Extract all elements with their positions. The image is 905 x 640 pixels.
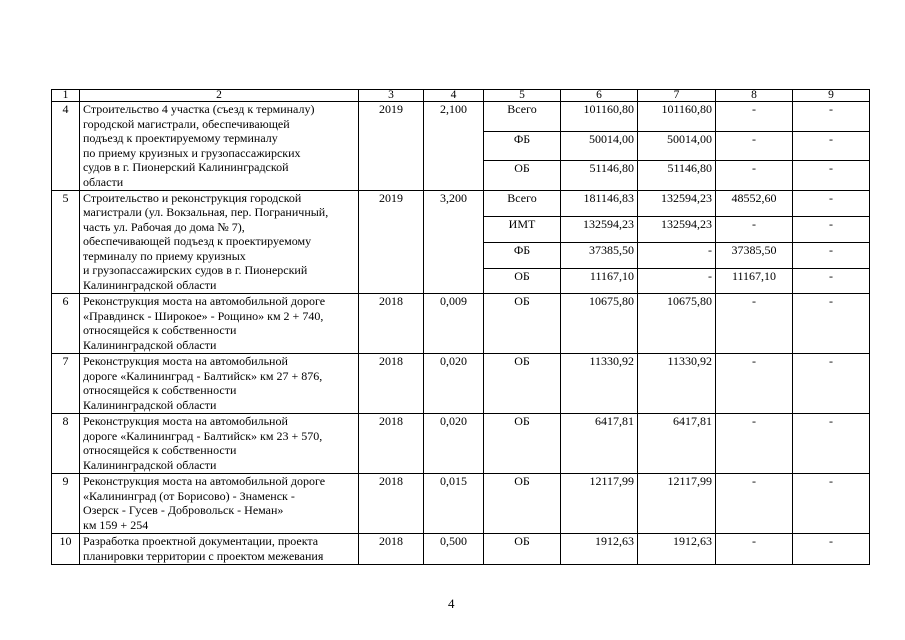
amount-col8: - <box>716 294 793 354</box>
description-line: терминалу по приему круизных <box>83 248 246 263</box>
description-line: «Правдинск - Широкое» - Рощино» км 2 + 740, <box>83 308 324 323</box>
budget-table <box>51 89 870 565</box>
row-description <box>80 294 359 354</box>
header-cell: 8 <box>716 90 793 102</box>
row-description <box>80 474 359 534</box>
amount-col6: 132594,23 <box>561 216 638 242</box>
amount-col9: - <box>793 102 870 132</box>
row-number: 5 <box>52 190 80 294</box>
description-line: Калининградской области <box>83 397 217 412</box>
amount-col8: - <box>716 216 793 242</box>
funding-source: ФБ <box>484 131 561 161</box>
description-line: дороге «Калининград - Балтийск» км 23 + 570, <box>83 428 323 443</box>
header-cell: 1 <box>52 90 80 102</box>
amount-col7: 6417,81 <box>638 414 716 474</box>
description-line: дороге «Калининград - Балтийск» км 27 + 876, <box>83 368 323 383</box>
amount-col7: 11330,92 <box>638 354 716 414</box>
description-line: обеспечивающей подъезд к проектируемому <box>83 234 312 249</box>
amount-col6: 181146,83 <box>561 190 638 216</box>
amount-col9: - <box>793 216 870 242</box>
description-line: Строительство 4 участка (съезд к терминалу) <box>83 102 315 116</box>
description-line: городской магистрали, обеспечивающей <box>83 116 290 131</box>
header-cell: 6 <box>561 90 638 102</box>
amount-col7: 51146,80 <box>638 161 716 191</box>
amount-col9: - <box>793 268 870 294</box>
amount-col8: - <box>716 534 793 565</box>
description-line: Реконструкция моста на автомобильной дороге <box>83 294 326 309</box>
amount-col8: 48552,60 <box>716 190 793 216</box>
funding-source: ФБ <box>484 242 561 268</box>
amount-col9: - <box>793 474 870 534</box>
row-description <box>80 414 359 474</box>
description-line: Реконструкция моста на автомобильной дороге <box>83 474 326 489</box>
amount-col7: - <box>638 242 716 268</box>
amount-col8: - <box>716 102 793 132</box>
amount-col6: 51146,80 <box>561 161 638 191</box>
row-year: 2019 <box>359 102 424 191</box>
amount-col6: 37385,50 <box>561 242 638 268</box>
row-length: 0,500 <box>424 534 484 565</box>
row-year: 2018 <box>359 294 424 354</box>
amount-col9: - <box>793 414 870 474</box>
amount-col7: 101160,80 <box>638 102 716 132</box>
funding-source: ОБ <box>484 354 561 414</box>
header-cell: 5 <box>484 90 561 102</box>
header-row <box>52 90 870 102</box>
description-line: относящейся к собственности <box>83 383 237 398</box>
amount-col6: 1912,63 <box>561 534 638 565</box>
funding-source: ОБ <box>484 414 561 474</box>
amount-col6: 10675,80 <box>561 294 638 354</box>
amount-col8: - <box>716 414 793 474</box>
description-line: Калининградской области <box>83 277 217 292</box>
row-number: 4 <box>52 102 80 191</box>
description-line: км 159 + 254 <box>83 517 149 532</box>
row-length: 0,009 <box>424 294 484 354</box>
row-length: 2,100 <box>424 102 484 191</box>
description-line: часть ул. Рабочая до дома № 7), <box>83 219 245 234</box>
funding-source: ОБ <box>484 474 561 534</box>
funding-source: ОБ <box>484 534 561 565</box>
header-cell: 9 <box>793 90 870 102</box>
row-description <box>80 534 359 565</box>
description-line: Реконструкция моста на автомобильной <box>83 354 288 369</box>
table-row <box>52 354 870 414</box>
description-line: Озерск - Гусев - Добровольск - Неман» <box>83 503 284 518</box>
amount-col7: 10675,80 <box>638 294 716 354</box>
row-length: 0,015 <box>424 474 484 534</box>
row-number: 9 <box>52 474 80 534</box>
row-length: 0,020 <box>424 354 484 414</box>
amount-col6: 11167,10 <box>561 268 638 294</box>
row-length: 3,200 <box>424 190 484 294</box>
amount-col7: 132594,23 <box>638 216 716 242</box>
funding-source: Всего <box>484 102 561 132</box>
table-row <box>52 294 870 354</box>
funding-source: ОБ <box>484 161 561 191</box>
amount-col9: - <box>793 242 870 268</box>
row-year: 2018 <box>359 534 424 565</box>
amount-col8: 37385,50 <box>716 242 793 268</box>
amount-col8: - <box>716 474 793 534</box>
description-line: Реконструкция моста на автомобильной <box>83 414 288 429</box>
row-number: 8 <box>52 414 80 474</box>
row-description <box>80 102 359 191</box>
amount-col9: - <box>793 534 870 565</box>
header-cell: 3 <box>359 90 424 102</box>
description-line: Калининградской области <box>83 337 217 352</box>
amount-col7: 1912,63 <box>638 534 716 565</box>
funding-source: Всего <box>484 190 561 216</box>
row-number: 10 <box>52 534 80 565</box>
header-cell: 4 <box>424 90 484 102</box>
table-row <box>52 534 870 565</box>
row-year: 2019 <box>359 190 424 294</box>
amount-col9: - <box>793 354 870 414</box>
row-year: 2018 <box>359 474 424 534</box>
amount-col9: - <box>793 131 870 161</box>
funding-source: ИМТ <box>484 216 561 242</box>
amount-col9: - <box>793 294 870 354</box>
amount-col6: 101160,80 <box>561 102 638 132</box>
amount-col6: 6417,81 <box>561 414 638 474</box>
amount-col7: 50014,00 <box>638 131 716 161</box>
header-cell: 7 <box>638 90 716 102</box>
amount-col9: - <box>793 190 870 216</box>
amount-col7: 132594,23 <box>638 190 716 216</box>
amount-col6: 11330,92 <box>561 354 638 414</box>
header-cell: 2 <box>80 90 359 102</box>
amount-col6: 12117,99 <box>561 474 638 534</box>
description-line: Строительство и реконструкция городской <box>83 190 302 205</box>
funding-source: ОБ <box>484 268 561 294</box>
description-line: и грузопассажирских судов в г. Пионерский <box>83 263 308 278</box>
row-description <box>80 190 359 294</box>
row-number: 7 <box>52 354 80 414</box>
description-line: подъезд к проектируемому терминалу <box>83 131 278 145</box>
amount-col8: - <box>716 161 793 191</box>
description-line: области <box>83 174 124 189</box>
table-row <box>52 102 870 132</box>
description-line: планировки территории с проектом межевания <box>83 548 324 563</box>
amount-col8: - <box>716 131 793 161</box>
table-row <box>52 414 870 474</box>
row-number: 6 <box>52 294 80 354</box>
description-line: по приему круизных и грузопассажирских <box>83 145 301 160</box>
description-line: относящейся к собственности <box>83 323 237 338</box>
table-row <box>52 474 870 534</box>
amount-col8: 11167,10 <box>716 268 793 294</box>
description-line: Калининградской области <box>83 457 217 472</box>
description-line: судов в г. Пионерский Калининградской <box>83 160 289 174</box>
row-description <box>80 354 359 414</box>
row-year: 2018 <box>359 414 424 474</box>
amount-col9: - <box>793 161 870 191</box>
funding-source: ОБ <box>484 294 561 354</box>
page-number: 4 <box>448 596 455 611</box>
amount-col7: 12117,99 <box>638 474 716 534</box>
amount-col8: - <box>716 354 793 414</box>
amount-col7: - <box>638 268 716 294</box>
description-line: относящейся к собственности <box>83 443 237 458</box>
description-line: «Калининград (от Борисово) - Знаменск - <box>83 488 295 503</box>
description-line: Разработка проектной документации, проекта <box>83 534 319 549</box>
row-year: 2018 <box>359 354 424 414</box>
description-line: магистрали (ул. Вокзальная, пер. Пограничный, <box>83 205 329 220</box>
amount-col6: 50014,00 <box>561 131 638 161</box>
row-length: 0,020 <box>424 414 484 474</box>
table-row <box>52 190 870 216</box>
